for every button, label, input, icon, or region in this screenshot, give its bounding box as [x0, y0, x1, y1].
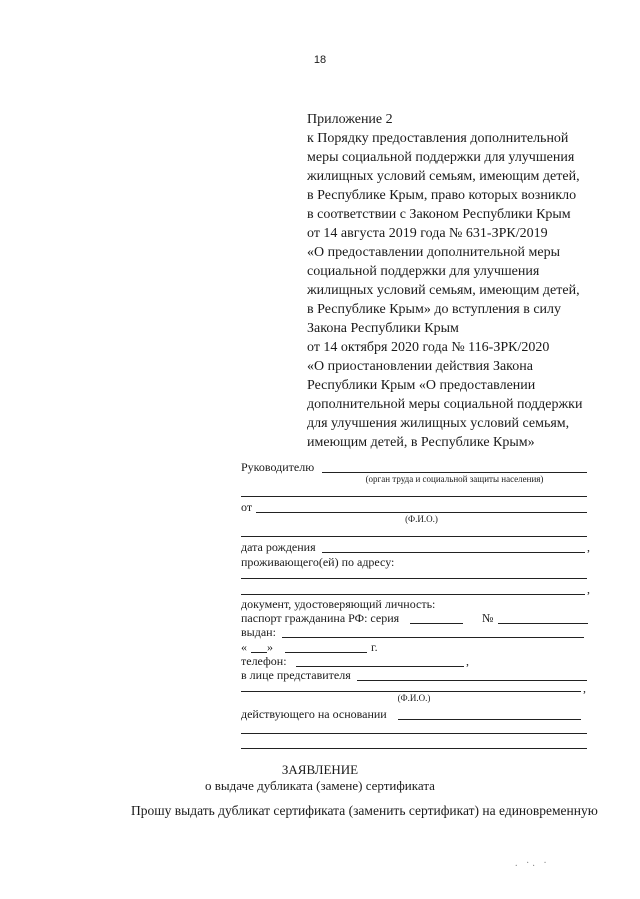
passport-series-field[interactable]	[410, 623, 463, 624]
comma: ,	[587, 540, 590, 554]
applicant-name-line-2[interactable]	[241, 536, 587, 537]
page-number: 18	[313, 54, 327, 66]
phone-field[interactable]	[296, 666, 464, 667]
applicant-name-field[interactable]	[256, 512, 587, 513]
appendix-line: имеющим детей, в Республике Крым»	[307, 435, 535, 450]
statement-body: Прошу выдать дубликат сертификата (заменить сертификат) на единовременную	[131, 803, 598, 818]
appendix-line: в Республике Крым» до вступления в силу	[307, 302, 562, 317]
address-label: проживающего(ей) по адресу:	[241, 555, 395, 569]
appendix-line: Республики Крым «О предоставлении	[307, 378, 536, 393]
appendix-line: к Порядку предоставления дополнительной	[307, 131, 569, 146]
appendix-line: от 14 августа 2019 года № 631-ЗРК/2019	[307, 226, 548, 241]
issued-label: выдан:	[241, 625, 276, 639]
basis-field[interactable]	[398, 719, 581, 720]
address-field-2[interactable]	[241, 594, 585, 595]
appendix-line: «О предоставлении дополнительной меры	[307, 245, 560, 260]
number-sign: №	[482, 611, 494, 625]
head-caption: (орган труда и социальной защиты населения)	[365, 474, 544, 484]
appendix-line: «О приостановлении действия Закона	[307, 359, 533, 374]
appendix-line: жилищных условий семьям, имеющим детей,	[307, 283, 580, 298]
appendix-header	[307, 110, 607, 452]
head-label: Руководителю	[241, 460, 315, 474]
representative-label: в лице представителя	[241, 668, 351, 682]
comma: ,	[466, 654, 469, 668]
comma: ,	[583, 681, 586, 695]
basis-field-3[interactable]	[241, 748, 587, 749]
date-open-quote: «	[241, 640, 247, 654]
head-field[interactable]	[322, 472, 587, 473]
passport-number-field[interactable]	[498, 623, 588, 624]
representative-fio-caption: (Ф.И.О.)	[397, 693, 431, 703]
birth-date-field[interactable]	[322, 552, 585, 553]
basis-field-2[interactable]	[241, 733, 587, 734]
year-suffix: г.	[371, 640, 378, 654]
appendix-line: меры социальной поддержки для улучшения	[307, 150, 575, 165]
representative-field[interactable]	[357, 680, 587, 681]
passport-series-label: паспорт гражданина РФ: серия	[241, 611, 400, 625]
appendix-line: дополнительной меры социальной поддержки	[307, 397, 583, 412]
appendix-line: жилищных условий семьям, имеющим детей,	[307, 169, 580, 184]
phone-label: телефон:	[241, 654, 287, 668]
issue-day-field[interactable]	[251, 652, 267, 653]
appendix-line: от 14 октября 2020 года № 116-ЗРК/2020	[307, 340, 550, 355]
birth-date-label: дата рождения	[241, 540, 316, 554]
appendix-line: для улучшения жилищных условий семьям,	[307, 416, 570, 431]
id-document-label: документ, удостоверяющий личность:	[241, 597, 436, 611]
appendix-line: в соответствии с Законом Республики Крым	[307, 207, 571, 222]
from-label: от	[241, 500, 253, 514]
scan-artifact: . ·. ·	[515, 858, 550, 869]
appendix-line: социальной поддержки для улучшения	[307, 264, 540, 279]
head-field-line-2[interactable]	[241, 496, 587, 497]
representative-field-2[interactable]	[241, 691, 581, 692]
comma: ,	[587, 582, 590, 596]
fio-caption: (Ф.И.О.)	[405, 514, 438, 524]
issued-by-field[interactable]	[282, 637, 584, 638]
date-close-quote: »	[267, 640, 273, 654]
statement-subtitle: о выдаче дубликата (замене) сертификата	[205, 778, 435, 793]
basis-label: действующего на основании	[241, 707, 387, 721]
appendix-line: в Республике Крым, право которых возникло	[307, 188, 577, 203]
issue-month-field[interactable]	[285, 652, 367, 653]
appendix-line: Закона Республики Крым	[307, 321, 459, 336]
address-field-1[interactable]	[241, 578, 587, 579]
appendix-line: Приложение 2	[307, 112, 393, 127]
statement-title: ЗАЯВЛЕНИЕ	[281, 762, 359, 777]
